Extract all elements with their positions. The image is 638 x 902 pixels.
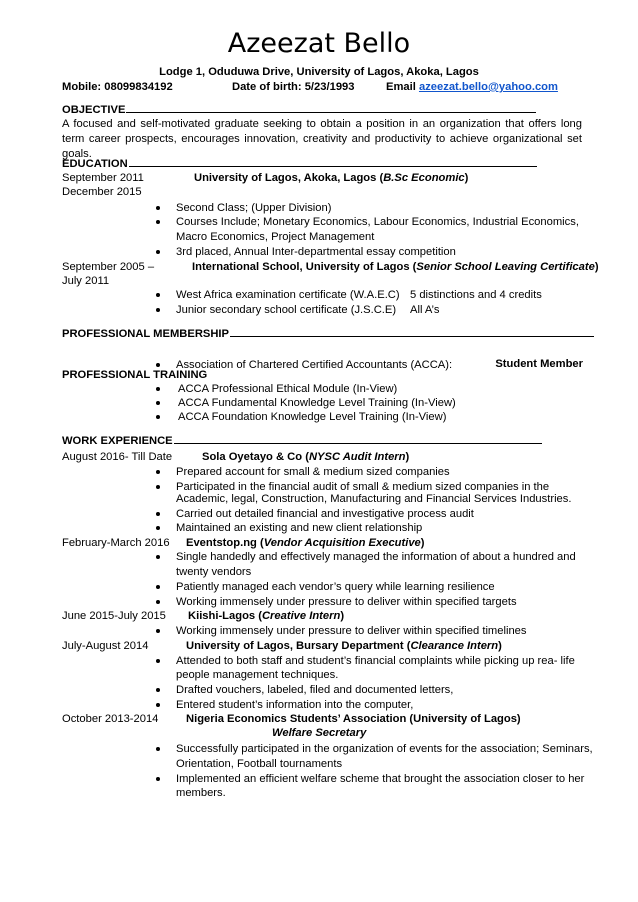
result-text: 5 distinctions and 4 credits [410,289,542,301]
education-heading: EDUCATION [62,158,537,170]
list-item-continuation: members. [176,787,226,799]
job-date: August 2016- Till Date [62,451,173,463]
email-label: Email [386,81,416,93]
address: Lodge 1, Oduduwa Drive, University of Lagos, Akoka, Lagos [159,66,479,78]
job-date: October 2013-2014 [62,713,159,725]
email-row [386,81,558,93]
job-date: February-March 2016 [62,537,170,549]
email-link[interactable]: azeezat.bello@yahoo.com [418,81,558,93]
training-heading: PROFESSIONAL TRAINING [62,369,208,381]
list-item-continuation: Academic, legal, Construction, Manufacturing and Financial Services Industries. [176,493,572,505]
membership-status: Student Member [495,358,583,370]
job-date: June 2015-July 2015 [62,610,166,622]
mobile: Mobile: 08099834192 [62,81,173,93]
edu-institution: University of Lagos, Akoka, Lagos (B.Sc Economic) [194,172,469,184]
job-title: Kiishi-Lagos (Creative Intern) [188,610,345,622]
edu-date-end: December 2015 [62,186,142,198]
edu-date-end: July 2011 [62,275,110,287]
list-item-continuation: Macro Economics, Project Management [176,231,375,243]
list-item-continuation: people management techniques. [176,669,339,681]
list-item-continuation: Orientation, Football tournaments [176,758,343,770]
job-title: Sola Oyetayo & Co (NYSC Audit Intern) [202,451,410,463]
job-title: Nigeria Economics Students’ Association (University of Lagos) [186,713,521,725]
job-title: University of Lagos, Bursary Department (Clearance Intern) [186,640,502,652]
objective-text: A focused and self-motivated graduate seeking to obtain a position in an organization that offers long term career prospects, encourages innovation, creativity and productivity to achieve organizational set goals. [62,118,582,160]
work-heading: WORK EXPERIENCE [62,435,542,447]
resume-name: Azeezat Bello [227,28,411,59]
job-role: Welfare Secretary [272,727,367,739]
membership-heading: PROFESSIONAL MEMBERSHIP [62,328,594,340]
job-date: July-August 2014 [62,640,149,652]
objective-heading: OBJECTIVE [62,104,536,116]
result-text: All A’s [410,304,440,316]
date-of-birth: Date of birth: 5/23/1993 [232,81,355,93]
edu-institution: International School, University of Lagos (Senior School Leaving Certificate) [192,261,599,273]
list-item-continuation: twenty vendors [176,566,252,578]
edu-date-start: September 2005 – [62,261,155,273]
job-title: Eventstop.ng (Vendor Acquisition Executive) [186,537,425,549]
edu-date-start: September 2011 [62,172,144,184]
